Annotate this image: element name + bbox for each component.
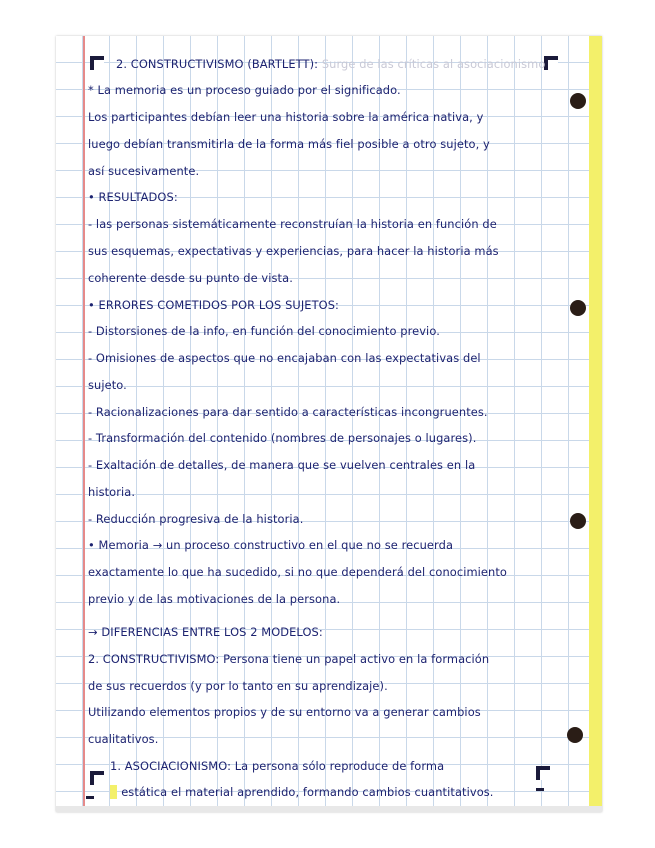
bottom-right-corner-mark-icon xyxy=(536,766,550,780)
note-line-title: 2. CONSTRUCTIVISMO (BARTLETT): Surge de las críticas al asociacionismo xyxy=(116,57,546,71)
note-line: - Reducción progresiva de la historia. xyxy=(88,512,304,526)
note-line: • Memoria → un proceso constructivo en el que no se recuerda xyxy=(88,538,454,552)
note-line: • ERRORES COMETIDOS POR LOS SUJETOS: xyxy=(88,298,339,312)
note-line: coherente desde su punto de vista. xyxy=(88,271,293,285)
note-line: - Distorsiones de la info, en función del conocimiento previo. xyxy=(88,324,440,338)
margin-line xyxy=(83,36,85,812)
bottom-left-dash-icon xyxy=(86,796,94,799)
note-line-last: estática el material aprendido, formando cambios cuantitativos. xyxy=(110,784,494,800)
binder-hole-icon xyxy=(570,300,586,316)
note-line: 1. ASOCIACIONISMO: La persona sólo reproduce de forma xyxy=(110,759,445,773)
binder-hole-icon xyxy=(570,93,586,109)
note-line: Los participantes debían leer una historia sobre la américa nativa, y xyxy=(88,110,484,124)
note-line: • RESULTADOS: xyxy=(88,190,178,204)
note-line: → DIFERENCIAS ENTRE LOS 2 MODELOS: xyxy=(88,625,323,639)
note-line: sujeto. xyxy=(88,378,127,392)
highlighter-edge xyxy=(589,36,602,812)
binder-hole-icon xyxy=(570,513,586,529)
note-line: - Exaltación de detalles, de manera que se vuelven centrales en la xyxy=(88,458,476,472)
note-line: * La memoria es un proceso guiado por el significado. xyxy=(88,83,401,97)
note-line: - Transformación del contenido (nombres de personajes o lugares). xyxy=(88,431,477,445)
note-line: previo y de las motivaciones de la persona. xyxy=(88,592,341,606)
page-bottom-edge xyxy=(56,806,602,812)
note-line: de sus recuerdos (y por lo tanto en su aprendizaje). xyxy=(88,679,388,693)
note-line: historia. xyxy=(88,485,136,499)
note-line: cualitativos. xyxy=(88,732,159,746)
note-line: - Racionalizaciones para dar sentido a características incongruentes. xyxy=(88,405,488,419)
bottom-left-corner-mark-icon xyxy=(90,771,104,785)
note-line: sus esquemas, expectativas y experiencias, para hacer la historia más xyxy=(88,244,499,258)
note-line: 2. CONSTRUCTIVISMO: Persona tiene un papel activo en la formación xyxy=(88,652,490,666)
note-line: exactamente lo que ha sucedido, si no que dependerá del conocimiento xyxy=(88,565,507,579)
notebook-page xyxy=(56,36,602,812)
binder-hole-icon xyxy=(567,727,583,743)
top-left-corner-mark-icon xyxy=(90,56,104,70)
highlight-mark xyxy=(110,785,117,799)
top-right-corner-mark-icon xyxy=(544,56,558,70)
note-line: luego debían transmitirla de la forma más fiel posible a otro sujeto, y xyxy=(88,137,490,151)
note-line: Utilizando elementos propios y de su entorno va a generar cambios xyxy=(88,705,481,719)
note-line: - las personas sistemáticamente reconstruían la historia en función de xyxy=(88,217,497,231)
note-line: - Omisiones de aspectos que no encajaban con las expectativas del xyxy=(88,351,481,365)
bottom-right-dash-icon xyxy=(536,788,544,791)
note-line: así sucesivamente. xyxy=(88,164,200,178)
